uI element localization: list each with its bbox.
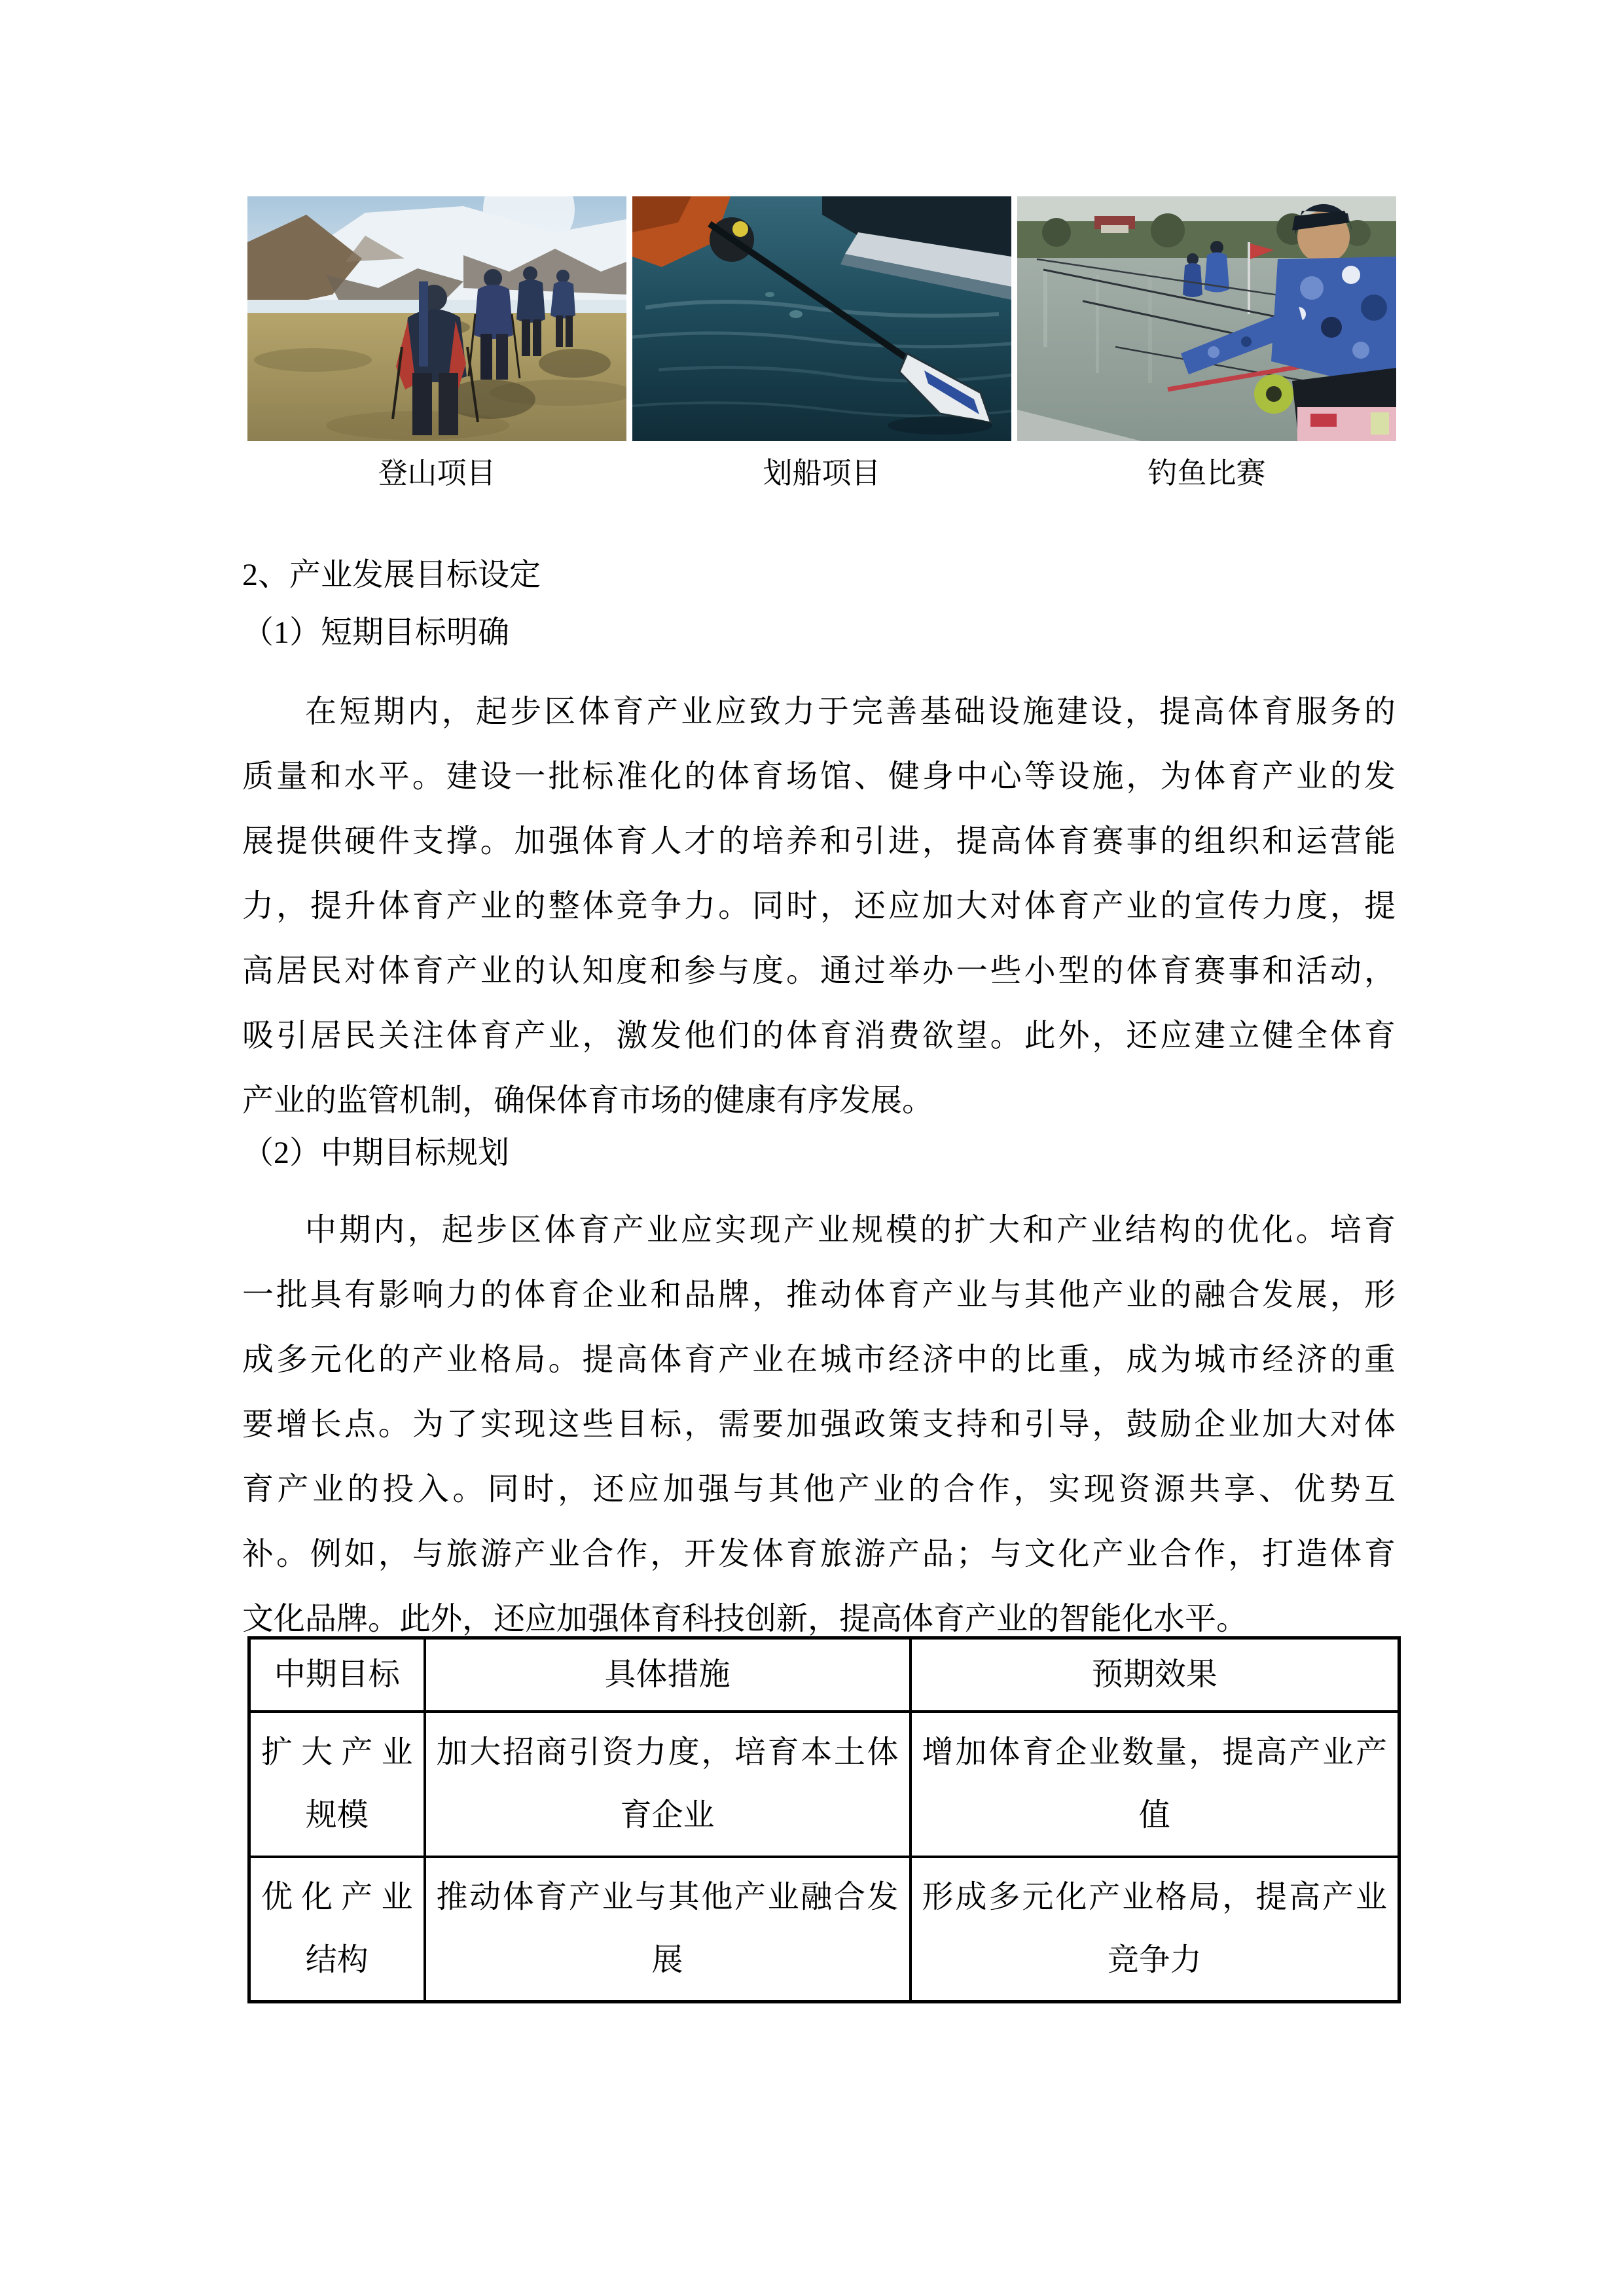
table-header-row xyxy=(249,1638,1399,1712)
cell-measure-2: 推动体育产业与其他产业融合发展 xyxy=(425,1857,911,2002)
subsection-2-title: （2）中期目标规划 xyxy=(242,1136,510,1170)
paragraph-line: 在短期内，起步区体育产业应致力于完善基础设施建设，提高体育服务的 xyxy=(305,694,1396,729)
cell-goal-1: 扩大产业规模 xyxy=(249,1712,425,1857)
paragraph-line: 高居民对体育产业的认知度和参与度。通过举办一些小型的体育赛事和活动， xyxy=(242,954,1396,988)
paragraph-line: 要增长点。为了实现这些目标，需要加强政策支持和引导，鼓励企业加大对体 xyxy=(242,1407,1396,1442)
photo-fishing-competition xyxy=(1017,196,1396,441)
cell-measure-1: 加大招商引资力度，培育本土体育企业 xyxy=(425,1712,911,1857)
header-measure: 具体措施 xyxy=(425,1638,911,1712)
paragraph-short-term xyxy=(242,679,1396,1133)
paragraph-line: 育产业的投入。同时，还应加强与其他产业的合作，实现资源共享、优势互 xyxy=(242,1472,1396,1507)
photo-mountain-climbing xyxy=(247,196,626,441)
caption-boat-rowing: 划船项目 xyxy=(763,457,881,490)
header-effect: 预期效果 xyxy=(911,1638,1399,1712)
figures-row xyxy=(247,196,1398,441)
subsection-1-title: （1）短期目标明确 xyxy=(242,615,510,650)
paragraph-line: 成多元化的产业格局。提高体育产业在城市经济中的比重，成为城市经济的重 xyxy=(242,1342,1396,1377)
mountain-climbing-illustration xyxy=(247,196,626,441)
table-row xyxy=(249,1857,1399,2002)
figure-captions-row xyxy=(247,456,1398,490)
photo-boat-rowing xyxy=(632,196,1011,441)
section-title: 2、产业发展目标设定 xyxy=(242,558,541,592)
cell-goal-2: 优化产业结构 xyxy=(249,1857,425,2002)
fishing-competition-illustration xyxy=(1017,196,1396,441)
paragraph-line: 产业的监管机制，确保体育市场的健康有序发展。 xyxy=(242,1083,934,1118)
mid-term-goals-table xyxy=(247,1636,1401,2003)
paragraph-line: 中期内，起步区体育产业应实现产业规模的扩大和产业结构的优化。培育 xyxy=(305,1213,1396,1247)
paragraph-line: 吸引居民关注体育产业，激发他们的体育消费欲望。此外，还应建立健全体育 xyxy=(242,1018,1396,1053)
paragraph-mid-term xyxy=(242,1198,1396,1651)
cell-effect-1: 增加体育企业数量，提高产业产值 xyxy=(911,1712,1399,1857)
caption-fishing-competition: 钓鱼比赛 xyxy=(1147,457,1266,490)
cell-effect-2: 形成多元化产业格局，提高产业竞争力 xyxy=(911,1857,1399,2002)
paragraph-line: 力，提升体育产业的整体竞争力。同时，还应加大对体育产业的宣传力度，提 xyxy=(242,889,1396,924)
caption-mountain-climbing: 登山项目 xyxy=(378,457,496,490)
boat-rowing-illustration xyxy=(632,196,1011,441)
paragraph-line: 展提供硬件支撑。加强体育人才的培养和引进，提高体育赛事的组织和运营能 xyxy=(242,824,1396,859)
header-goal: 中期目标 xyxy=(249,1638,425,1712)
paragraph-line: 质量和水平。建设一批标准化的体育场馆、健身中心等设施，为体育产业的发 xyxy=(242,759,1396,794)
table-row xyxy=(249,1712,1399,1857)
paragraph-line: 补。例如，与旅游产业合作，开发体育旅游产品；与文化产业合作，打造体育 xyxy=(242,1537,1396,1571)
paragraph-line: 一批具有影响力的体育企业和品牌，推动体育产业与其他产业的融合发展，形 xyxy=(242,1278,1396,1312)
paragraph-line: 文化品牌。此外，还应加强体育科技创新，提高体育产业的智能化水平。 xyxy=(242,1602,1248,1636)
